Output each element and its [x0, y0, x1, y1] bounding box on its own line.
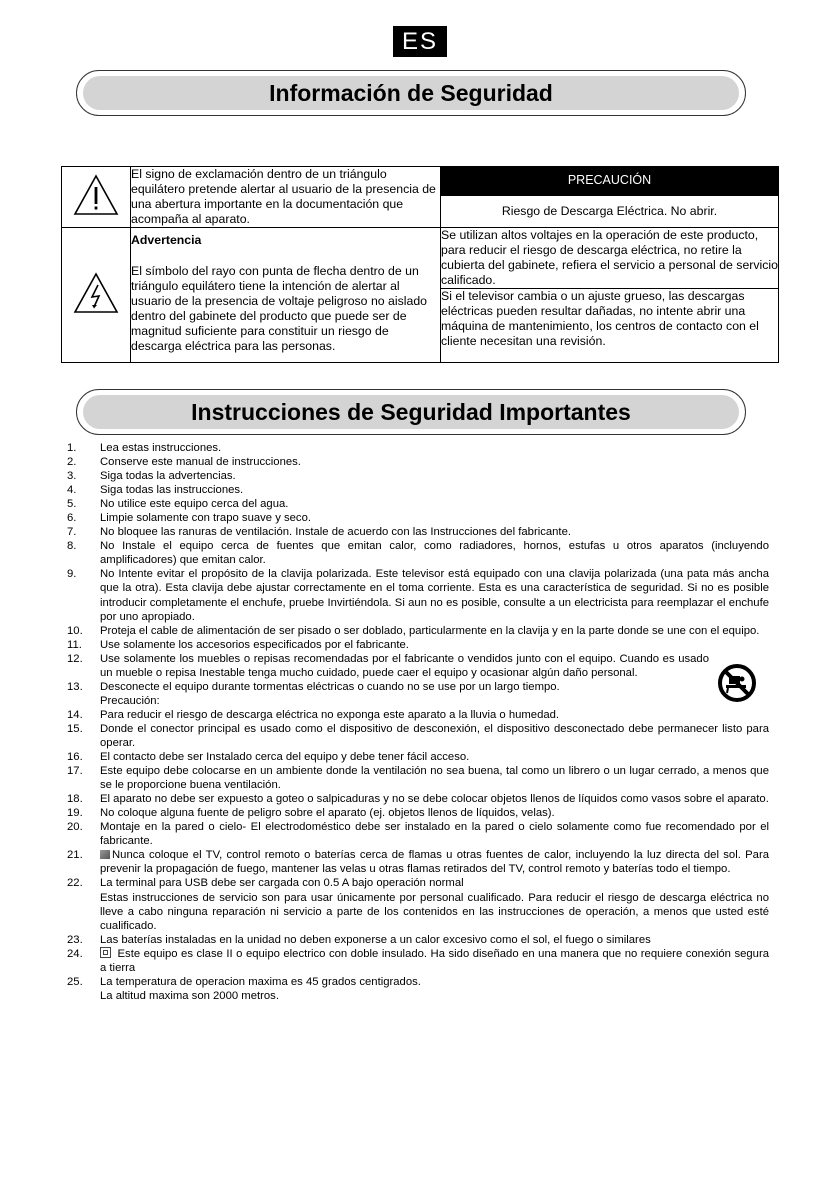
- list-item: [67, 764, 769, 792]
- section-banner-safety-info: [76, 70, 746, 116]
- exclamation-description: [131, 167, 441, 228]
- list-item: [67, 708, 769, 722]
- item-number: 20.: [67, 821, 83, 834]
- item-number: 17.: [67, 765, 83, 778]
- item-text: Conserve este manual de instrucciones.: [100, 456, 301, 469]
- item-number: 12.: [67, 652, 83, 665]
- list-item: [67, 525, 769, 539]
- list-item: [67, 680, 769, 708]
- item-text: Proteja el cable de alimentación de ser pisado o ser doblado, particularmente en la clavija y en la parte donde se une con el equipo.: [100, 624, 760, 637]
- item-number: 11.: [67, 638, 82, 651]
- item-text: No coloque alguna fuente de peligro sobre el aparato (ej. objetos llenos de líquidos, velas).: [100, 807, 555, 820]
- item-number: 3.: [67, 470, 77, 483]
- list-item: [67, 638, 769, 652]
- item-number: 5.: [67, 498, 77, 511]
- list-item: [67, 497, 769, 511]
- item-number: 15.: [67, 722, 83, 735]
- lightning-description: [131, 228, 441, 363]
- item-number: 10.: [67, 624, 83, 637]
- item-text: Las baterías instaladas en la unidad no deben exponerse a un calor excesivo como el sol, el fuego o similares: [100, 933, 651, 946]
- list-item: [67, 876, 769, 932]
- item-text: No utilice este equipo cerca del agua.: [100, 498, 289, 511]
- item-number: 19.: [67, 807, 83, 820]
- item-text: Para reducir el riesgo de descarga eléctrica no exponga este aparato a la lluvia o humedad.: [100, 708, 560, 721]
- list-item: [67, 483, 769, 497]
- caution-body: Riesgo de Descarga Eléctrica. No abrir.: [441, 195, 779, 227]
- item-number: 23.: [67, 933, 83, 946]
- list-item: [67, 848, 769, 876]
- list-item: [67, 539, 769, 567]
- list-item: [67, 947, 769, 975]
- item-extra: La altitud maxima son 2000 metros.: [100, 989, 279, 1002]
- list-item: [67, 567, 769, 623]
- item-text: La terminal para USB debe ser cargada con 0.5 A bajo operación normal: [100, 877, 464, 890]
- item-text: Este equipo debe colocarse en un ambiente donde la ventilación no sea buena, tal como un librero o un lugar cerrado, a menos que se le proporcione buena ventilación.: [100, 765, 769, 792]
- list-item: [67, 820, 769, 848]
- language-badge: ES: [393, 26, 447, 57]
- cart-tip-warning-icon: [717, 663, 757, 703]
- item-number: 2.: [67, 456, 77, 469]
- item-number: 6.: [67, 512, 77, 525]
- item-text: Montaje en la pared o cielo- El electrodoméstico debe ser instalado en la pared o cielo solamente como fue recomendado por el fabricante.: [100, 821, 769, 848]
- instructions-list: [67, 441, 769, 1003]
- list-item: [67, 624, 769, 638]
- list-item: [67, 806, 769, 820]
- item-number: 7.: [67, 526, 77, 539]
- item-text: No Instale el equipo cerca de fuentes que emitan calor, como radiadores, hornos, estufas u otros aparatos (incluyendo amplificadores) que emitan calor.: [100, 540, 769, 567]
- item-text: Use solamente los accesorios especificados por el fabricante.: [100, 638, 409, 651]
- item-number: 16.: [67, 751, 83, 764]
- item-number: 1.: [67, 442, 77, 454]
- list-item: [67, 722, 769, 750]
- item-extra: Precaución:: [100, 694, 160, 707]
- warning-heading: Advertencia: [131, 233, 202, 247]
- item-extra: Estas instrucciones de servicio son para usar únicamente por personal cualificado. Para reducir el riesgo de descarga eléctrica no lleve a cabo ninguna reparación ni servicio a parte de los contenidos en las instrucciones de operación, a menos que usted esté cualificado.: [100, 891, 769, 932]
- item-number: 22.: [67, 877, 83, 890]
- exclamation-text: El signo de exclamación dentro de un triángulo equilátero pretende alertar al usuario de la presencia de una abertura importante en la documentación que acompaña al aparato.: [131, 167, 436, 226]
- section-title: Información de Seguridad: [269, 80, 553, 106]
- item-text: No bloquee las ranuras de ventilación. Instale de acuerdo con las Instrucciones del fabricante.: [100, 526, 571, 539]
- item-text: Donde el conector principal es usado como el dispositivo de desconexión, el dispositivo desconectado debe permanecer listo para operar.: [100, 722, 769, 749]
- tv-adjust-note: Si el televisor cambia o un ajuste grueso, las descargas eléctricas pueden resultar dañadas, no intente abrir una máquina de mantenimiento, los centros de contacto con el cliente necesitan una revisión.: [441, 289, 779, 363]
- list-item: [67, 792, 769, 806]
- lightning-triangle-icon: [73, 271, 119, 315]
- item-text: Lea estas instrucciones.: [100, 442, 222, 454]
- item-text: El contacto debe ser Instalado cerca del equipo y debe tener fácil acceso.: [100, 751, 470, 764]
- item-text: No Intente evitar el propósito de la clavija polarizada. Este televisor está equipado con una clavija polarizada (una pata más ancha que la otra). Esta clavija debe ajustar correctamente en el toma corriente. Esta es una característica de seguridad. Si no es posible introducir completamente el enchufe, pruebe Invirtiéndola. Si aun no es posible, consulte a un electricista para reemplazar el enchufe por uno apropiado.: [100, 568, 769, 623]
- item-text: La temperatura de operacion maxima es 45 grados centigrados.: [100, 975, 421, 988]
- item-number: 21.: [67, 849, 83, 862]
- item-number: 14.: [67, 708, 83, 721]
- caution-header: PRECAUCIÓN: [441, 167, 779, 196]
- item-text: Siga todas las instrucciones.: [100, 484, 244, 497]
- item-number: 9.: [67, 568, 77, 581]
- lightning-text: El símbolo del rayo con punta de flecha dentro de un triángulo equilátero tiene la intención de alertar al usuario de la presencia de voltaje peligroso no aislado dentro del gabinete del producto que puede ser de magnitud suficiente para constituir un riesgo de descarga eléctrica para las personas.: [131, 264, 428, 353]
- list-item: [67, 933, 769, 947]
- item-text: Siga todas la advertencias.: [100, 470, 236, 483]
- item-number: 13.: [67, 680, 83, 693]
- class-ii-icon: [100, 947, 111, 958]
- exclamation-triangle-icon: [73, 173, 119, 217]
- item-number: 24.: [67, 947, 83, 960]
- item-text: El aparato no debe ser expuesto a goteo o salpicaduras y no se debe colocar objetos llenos de líquidos como vasos sobre el aparato.: [100, 793, 769, 806]
- list-item: [67, 511, 769, 525]
- item-number: 25.: [67, 975, 83, 988]
- item-text: Limpie solamente con trapo suave y seco.: [100, 512, 311, 525]
- section-title: Instrucciones de Seguridad Importantes: [191, 399, 631, 425]
- section-banner-instructions: [76, 389, 746, 435]
- exclamation-triangle-icon-cell: [62, 167, 131, 228]
- list-item: [67, 750, 769, 764]
- item-number: 4.: [67, 484, 77, 497]
- no-flame-icon: [100, 850, 110, 859]
- item-text: Desconecte el equipo durante tormentas eléctricas o cuando no se use por un largo tiempo.: [100, 680, 560, 693]
- lightning-triangle-icon-cell: [62, 228, 131, 363]
- list-item: [67, 441, 769, 455]
- list-item: [67, 469, 769, 483]
- item-text: Use solamente los muebles o repisas recomendadas por el fabricante o vendidos junto con el equipo. Cuando es usado un mueble o repisa Inestable tenga mucho cuidado, puede caer el equipo y ocasionar algún daño personal.: [100, 652, 709, 679]
- item-number: 8.: [67, 540, 77, 553]
- item-number: 18.: [67, 793, 83, 806]
- list-item: [67, 455, 769, 469]
- list-item: [67, 975, 769, 1003]
- high-voltage-note: Se utilizan altos voltajes en la operación de este producto, para reducir el riesgo de descarga eléctrica, no retire la cubierta del gabinete, refiera el servicio a personal de servicio calificado.: [441, 228, 778, 287]
- list-item: [67, 652, 769, 680]
- item-text: Nunca coloque el TV, control remoto o baterías cerca de flamas u otras fuentes de calor, incluyendo la luz directa del sol. Para prevenir la propagación de fuego, mantener las velas u otras flamas retirados del TV, control remoto y baterías todo el tiempo.: [100, 849, 769, 876]
- item-text: Este equipo es clase II o equipo electrico con doble insulado. Ha sido diseñado en una manera que no requiere conexión segura a tierra: [100, 947, 770, 974]
- safety-symbols-table: [61, 166, 779, 363]
